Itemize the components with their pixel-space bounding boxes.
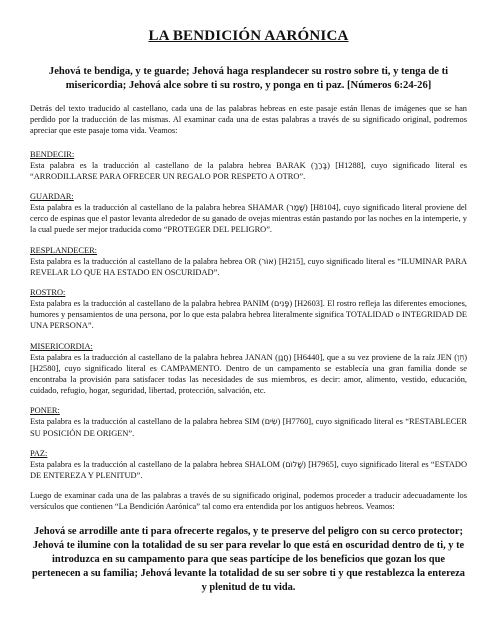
hebrew-word: שָׁלוֹם — [285, 459, 304, 469]
section-body: Esta palabra es la traducción al castellano de la palabra hebrea SHAMAR (שָׁמַר) [H8104], cuyo significado literal proviene del cerco de espinas que el pastor levanta alrededor de su ganado de ovejas mientras están pastando por las noches en la intemperie, y la cual puede ser mejor traducida como “PROTEGER DEL PELIGRO”. — [30, 203, 467, 235]
hebrew-word: בָּרַךְ — [313, 160, 328, 170]
section-heading: ROSTRO: — [30, 288, 66, 298]
section-misericordia — [30, 341, 467, 397]
section-heading: RESPLANDECER: — [30, 245, 98, 255]
section-guardar — [30, 191, 467, 236]
section-body: Esta palabra es la traducción al castellano de la palabra hebrea SIM (שִׂים) [H7760], cuyo significado literal es “RESTABLECER SU POSICIÓN DE ORIGEN”. — [30, 417, 468, 438]
hebrew-word: שִׂים — [264, 417, 278, 427]
section-paz — [30, 448, 467, 481]
outro-paragraph: Luego de examinar cada una de las palabras a través de su significado original, podemos proceder a traducir adecuadamente los versículos que contienen “La Bendición Aarónica” tal como era entendida por los antiguos hebreos. Veamos: — [30, 491, 467, 512]
intro-paragraph: Detrás del texto traducido al castellano, cada una de las palabras hebreas en este pasaje están llenas de imágenes que se han perdido por la traducción de las mismas. Al examinar cada una de estas palabras a través de su significado original, podremos apreciar que este pasaje toma vida. Veamos: — [30, 104, 467, 136]
hebrew-word: שָׁמַר — [289, 203, 305, 213]
verse-quote: Jehová te bendiga, y te guarde; Jehová haga resplandecer su rostro sobre ti, y tenga de ti misericordia; Jehová alce sobre ti su rostro, y ponga en ti paz. [Números 6:24-26] — [48, 66, 449, 91]
section-rostro — [30, 287, 467, 332]
section-heading: GUARDAR: — [30, 192, 74, 202]
section-heading: PONER: — [30, 406, 60, 416]
section-heading: BENDECIR: — [30, 149, 75, 159]
hebrew-word: חָנַן — [277, 352, 289, 362]
final-blessing: Jehová se arrodille ante ti para ofrecerte regalos, y te preserve del peligro con su cerco protector; Jehová te ilumine con la totalidad de su ser para revelar lo que está en oscuridad dentro de ti, y te introduzca en su campamento para que seas partícipe de los beneficios que gozan los que pertenecen a su familia; Jehová levante la totalidad de su ser sobre ti y que restablezca la entereza y plenitud de tu vida. — [32, 525, 465, 593]
section-body: Esta palabra es la traducción al castellano de la palabra hebrea PANIM (פָּנִים) [H2603]. El rostro refleja las diferentes emociones, humores y pensamientos de una persona, por lo que esta palabra hebrea literalmente significa TOTALIDAD o INTEGRIDAD DE UNA PERSONA”. — [30, 299, 467, 331]
hebrew-word: אוֹר — [261, 256, 274, 266]
hebrew-word: פָּנִים — [274, 299, 290, 309]
section-heading: PAZ: — [30, 448, 48, 458]
section-bendecir — [30, 149, 467, 182]
section-resplandecer — [30, 245, 467, 278]
section-body: Esta palabra es la traducción al castellano de la palabra hebrea OR (אוֹר) [H215], cuyo significado literal es “ILUMINAR PARA REVELAR LO QUE HA ESTADO EN OSCURIDAD”. — [30, 256, 467, 277]
section-body: Esta palabra es la traducción al castellano de la palabra hebrea SHALOM (שָׁלוֹם) [H7965], cuyo significado literal es “ESTADO DE ENTEREZA Y PLENITUD”. — [30, 459, 467, 481]
section-heading: MISERICORDIA: — [30, 341, 93, 351]
page-title: LA BENDICIÓN AARÓNICA — [148, 28, 349, 44]
section-body: Esta palabra es la traducción al castellano de la palabra hebrea BARAK (בָּרַךְ) [H1288], cuyo significado literal es “ARRODILLARSE PARA OFRECER UN REGALO POR RESPETO A OTRO”. — [30, 160, 467, 181]
section-body: Esta palabra es la traducción al castellano de la palabra hebrea JANAN (חָנַן) [H6440], que a su vez proviene de la raíz JEN (חֵן) [H2580], cuyo significado literal es CAMPAMENTO. Dentro de un campamento se establecía una gran familia donde se encontraba la provisión para satisfacer todas las necesidades de sus miembros, es decir: amor, alimento, vestido, educación, cuidado, refugio, hogar, seguridad, libertad, protección, salvación, etc. — [30, 352, 467, 396]
section-poner — [30, 405, 467, 438]
